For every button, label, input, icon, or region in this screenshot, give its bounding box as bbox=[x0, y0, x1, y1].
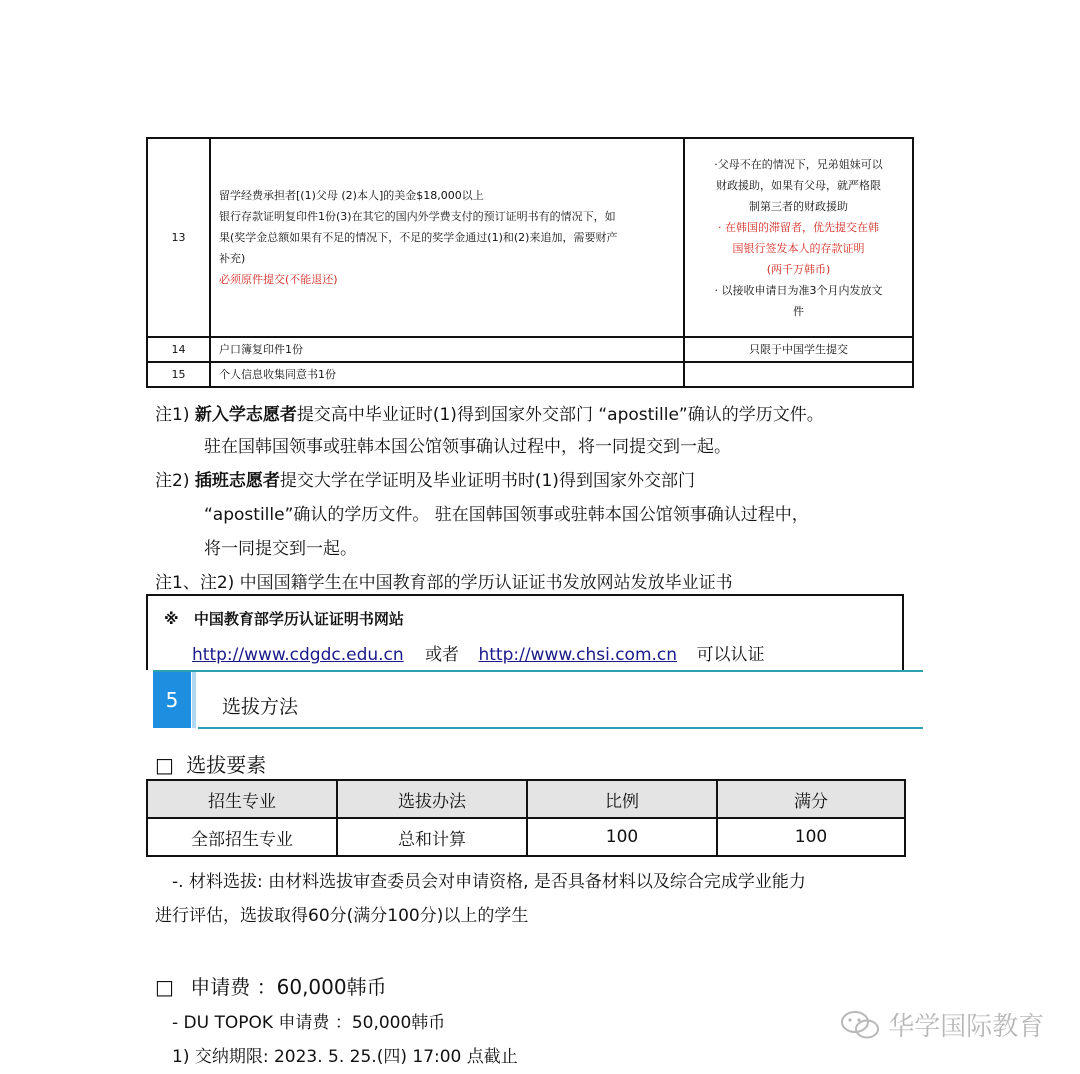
watermark bbox=[840, 1006, 1044, 1043]
cdgdc-link[interactable]: http://www.cdgdc.edu.cn bbox=[192, 645, 404, 665]
row-number: 15 bbox=[147, 362, 210, 387]
header-cell: 选拔办法 bbox=[337, 780, 527, 818]
desc-line: 果(奖学金总额如果有不足的情况下，不足的奖学金通过(1)和(2)来追加，需要财产 bbox=[219, 231, 618, 244]
selection-description-line2: 进行评估，选拔取得60分(满分100分)以上的学生 bbox=[155, 906, 529, 926]
cert-title-line bbox=[164, 608, 404, 629]
header-cell: 招生专业 bbox=[147, 780, 337, 818]
row-note: 只限于中国学生提交 bbox=[684, 337, 913, 362]
section-title: 选拔方法 bbox=[222, 696, 299, 718]
watermark-text: 华学国际教育 bbox=[888, 1012, 1045, 1042]
desc-line: 留学经费承担者[(1)父母 (2)本人]的美金$18,000以上 bbox=[219, 189, 484, 202]
wechat-icon bbox=[840, 1010, 880, 1040]
note-2-line2: “apostille”确认的学历文件。 驻在国韩国领事或驻韩本国公馆领事确认过程中， bbox=[204, 505, 809, 525]
note-1-text: 提交高中毕业证时(1)得到国家外交部门 “apostille”确认的学历文件。 bbox=[296, 405, 824, 425]
header-cell: 满分 bbox=[717, 780, 905, 818]
table-row bbox=[147, 362, 913, 387]
note-line: 件 bbox=[793, 304, 804, 318]
fee-heading-text: 申请费 ：60,000韩币 bbox=[190, 975, 387, 999]
chsi-link[interactable]: http://www.chsi.com.cn bbox=[478, 645, 678, 665]
fee-heading bbox=[155, 971, 387, 1000]
cert-tail: 可以认证 bbox=[696, 645, 765, 665]
documents-table bbox=[146, 137, 914, 388]
note-2-line3: 将一同提交到一起。 bbox=[204, 539, 357, 559]
certification-box bbox=[146, 594, 904, 670]
note-red-line: · 在韩国的滞留者，优先提交在韩 bbox=[718, 220, 879, 234]
note-1-prefix: 注1) bbox=[155, 405, 190, 425]
desc-warning: 必须原件提交(不能退还) bbox=[219, 273, 338, 286]
table-cell: 全部招生专业 bbox=[147, 818, 337, 856]
row-number: 13 bbox=[147, 138, 210, 337]
note-red-line: 国银行签发本人的存款证明 bbox=[732, 241, 865, 255]
section-bottom-rule bbox=[198, 727, 923, 729]
desc-line: 银行存款证明复印件1份(3)在其它的国内外学费支付的预订证明书有的情况下，如 bbox=[219, 210, 616, 223]
table-row bbox=[147, 138, 913, 337]
note-2-prefix: 注2) bbox=[155, 471, 190, 491]
selection-heading-text: 选拔要素 bbox=[186, 753, 267, 777]
cert-title: 中国教育部学历认证证明书网站 bbox=[193, 610, 404, 628]
section-top-rule bbox=[153, 670, 923, 672]
note-2-text: 提交大学在学证明及毕业证明书时(1)得到国家外交部门 bbox=[279, 471, 695, 491]
desc-line: 补充) bbox=[219, 252, 246, 265]
or-text: 或者 bbox=[425, 645, 460, 665]
note-2 bbox=[155, 466, 695, 491]
section-number-badge: 5 bbox=[153, 672, 191, 728]
selection-heading bbox=[155, 749, 266, 778]
cert-links-line bbox=[192, 640, 764, 665]
checkbox-icon: □ bbox=[155, 753, 174, 777]
row-number: 14 bbox=[147, 337, 210, 362]
topok-fee: - DU TOPOK 申请费 ：50,000韩币 bbox=[172, 1013, 446, 1033]
selection-description-line1: -. 材料选拔: 由材料选拔审查委员会对申请资格, 是否具备材料以及综合完成学业能力 bbox=[172, 872, 806, 892]
note-line: ·父母不在的情况下，兄弟姐妹可以 bbox=[714, 157, 883, 171]
selection-table bbox=[146, 779, 906, 857]
note-line: · 以接收申请日为准3个月内发放文 bbox=[714, 283, 883, 297]
note-line: 制第三者的财政援助 bbox=[749, 199, 848, 213]
row-note bbox=[684, 362, 913, 387]
note-2-bold: 插班志愿者 bbox=[194, 471, 280, 491]
table-row bbox=[147, 818, 905, 856]
note-1-line2: 驻在国韩国领事或驻韩本国公馆领事确认过程中，将一同提交到一起。 bbox=[204, 437, 731, 457]
payment-deadline: 1) 交纳期限: 2023. 5. 25.(四) 17:00 点截止 bbox=[172, 1047, 518, 1067]
note-1 bbox=[155, 400, 824, 425]
row-note bbox=[684, 138, 913, 337]
row-description bbox=[210, 138, 684, 337]
row-description: 个人信息收集同意书1份 bbox=[210, 362, 684, 387]
table-cell: 100 bbox=[527, 818, 717, 856]
table-cell: 100 bbox=[717, 818, 905, 856]
table-header-row bbox=[147, 780, 905, 818]
note-line: 财政援助，如果有父母，就严格限 bbox=[716, 178, 881, 192]
note-3: 注1、注2) 中国国籍学生在中国教育部的学历认证证书发放网站发放毕业证书 bbox=[155, 573, 733, 593]
row-description: 户口簿复印件1份 bbox=[210, 337, 684, 362]
note-red-line: (两千万韩币) bbox=[766, 262, 831, 276]
table-row bbox=[147, 337, 913, 362]
reference-mark: ※ bbox=[164, 610, 179, 628]
checkbox-icon: □ bbox=[155, 975, 174, 999]
note-1-bold: 新入学志愿者 bbox=[194, 405, 297, 425]
header-cell: 比例 bbox=[527, 780, 717, 818]
table-cell: 总和计算 bbox=[337, 818, 527, 856]
